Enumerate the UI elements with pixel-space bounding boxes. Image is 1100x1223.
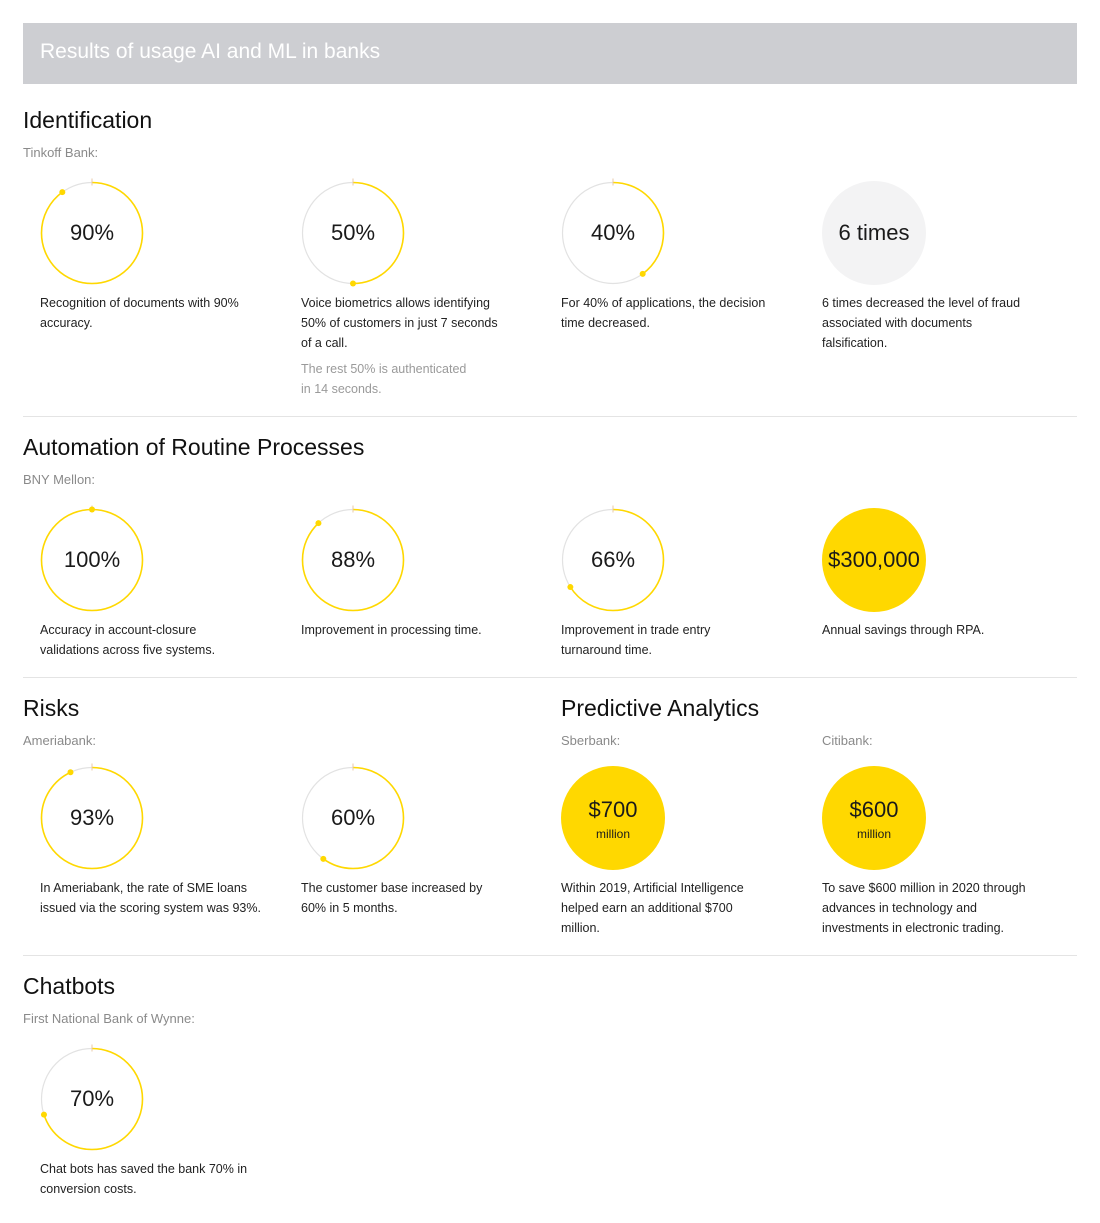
section-divider [23, 955, 1077, 956]
stat-value: 70% [69, 1086, 115, 1111]
section-heading-identification: Identification [23, 107, 153, 133]
stat-description-block [301, 293, 506, 399]
stat-value: $700 [588, 797, 638, 822]
stat-description: In Ameriabank, the rate of SME loans issued via the scoring system was 93%. [40, 881, 261, 915]
progress-ring [301, 508, 405, 612]
section-divider [23, 677, 1077, 678]
stat-description: The customer base increased by 60% in 5 months. [301, 881, 483, 915]
bank-name-tinkoff: Tinkoff Bank: [23, 145, 99, 160]
stat-description: Within 2019, Artificial Intelligence helped earn an additional $700 million. [561, 881, 744, 935]
stat-unit: million [595, 827, 630, 841]
bank-name-bny-mellon: BNY Mellon: [23, 472, 96, 487]
progress-ring [301, 766, 405, 870]
stat-value: $300,000 [828, 547, 920, 572]
bank-name-ameriabank: Ameriabank: [23, 733, 96, 748]
bank-name-sberbank: Sberbank: [561, 733, 621, 748]
stat-description: Chat bots has saved the bank 70% in conversion costs. [40, 1162, 248, 1196]
stat-value: 88% [330, 547, 376, 572]
section-heading-risks: Risks [23, 695, 80, 721]
stat-value: 93% [69, 805, 115, 830]
stat-description: Voice biometrics allows identifying 50% of customers in just 7 seconds of a call. [301, 296, 498, 350]
page-title: Results of usage AI and ML in banks [40, 40, 381, 63]
stat-description: To save $600 million in 2020 through advances in technology and investments in electronic trading. [822, 881, 1026, 935]
bank-name-citibank: Citibank: [822, 733, 873, 748]
progress-ring [561, 181, 665, 285]
stat-description: Accuracy in account-closure validations across five systems. [40, 623, 216, 657]
stat-description: For 40% of applications, the decision time decreased. [561, 296, 766, 330]
progress-ring [561, 508, 665, 612]
stat-description: Improvement in processing time. [301, 623, 482, 637]
stat-note: The rest 50% is authenticated in 14 seconds. [301, 362, 467, 396]
progress-ring [40, 766, 144, 870]
stat-description: Recognition of documents with 90% accuracy. [40, 296, 239, 330]
stat-circle-yellow [822, 766, 926, 870]
stat-description: Annual savings through RPA. [822, 623, 985, 637]
section-divider [23, 416, 1077, 417]
bank-name-first-national-bank: First National Bank of Wynne: [23, 1011, 195, 1026]
stat-value: 50% [330, 220, 376, 245]
stat-value: 66% [590, 547, 636, 572]
stat-unit: million [856, 827, 891, 841]
stat-circle-yellow [561, 766, 665, 870]
section-heading-chatbots: Chatbots [23, 973, 116, 999]
progress-ring [40, 1047, 144, 1151]
section-heading-automation: Automation of Routine Processes [23, 434, 365, 460]
stat-circle-grey [822, 181, 926, 285]
stat-value: 40% [590, 220, 636, 245]
progress-ring [301, 181, 405, 285]
stat-value: 60% [330, 805, 376, 830]
stat-value: 90% [69, 220, 115, 245]
progress-ring [40, 508, 144, 612]
stat-circle-yellow [822, 508, 926, 612]
progress-ring [40, 181, 144, 285]
stat-value: 100% [63, 547, 121, 572]
stat-description: 6 times decreased the level of fraud associated with documents falsification. [822, 296, 1021, 350]
page-banner [23, 23, 1077, 84]
stat-value: 6 times [838, 220, 910, 245]
stat-value: $600 [849, 797, 899, 822]
stat-description: Improvement in trade entry turnaround time. [561, 623, 711, 657]
section-heading-predictive-analytics: Predictive Analytics [561, 695, 760, 721]
